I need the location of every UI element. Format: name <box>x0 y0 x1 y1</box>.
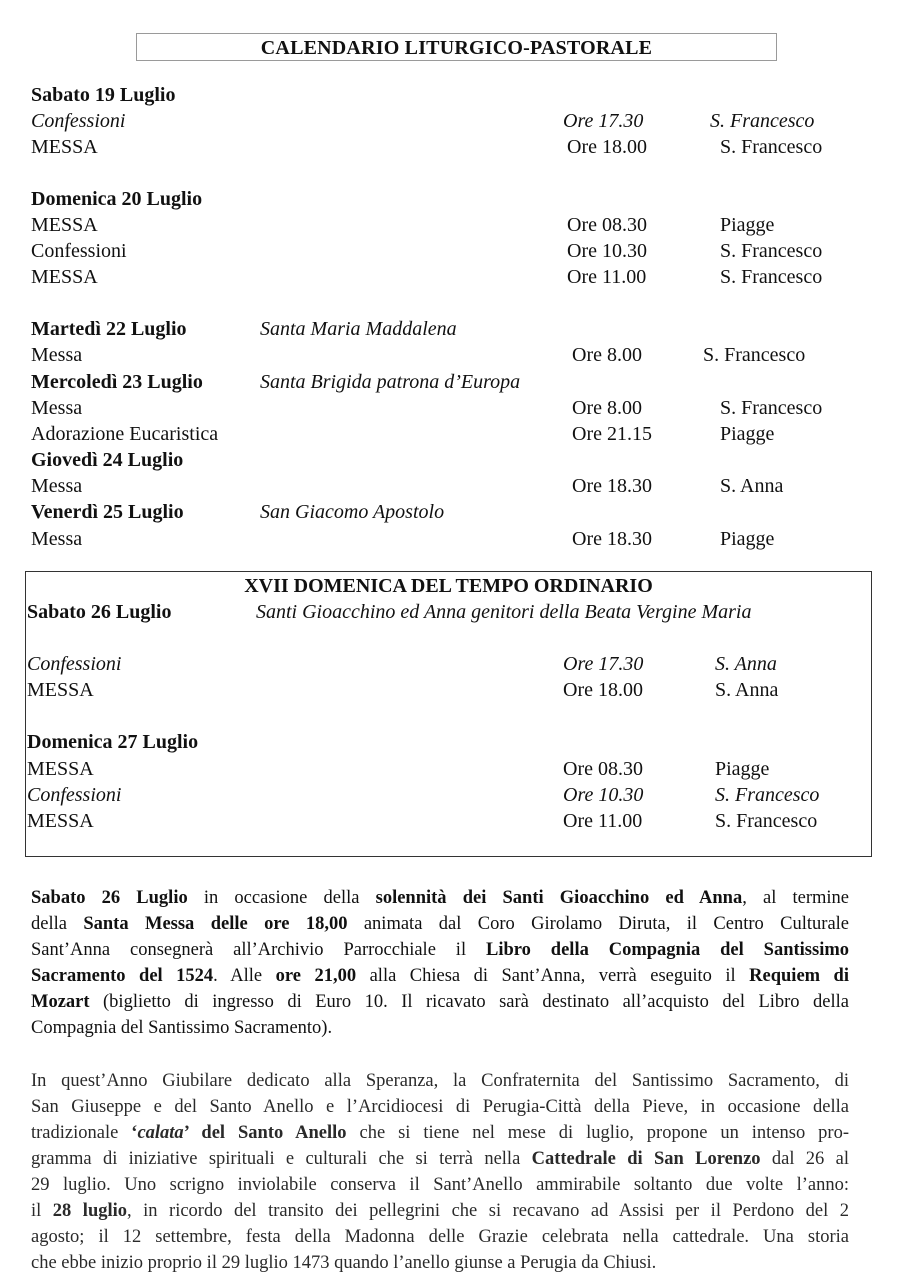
day-name: Venerdì 25 Luglio <box>31 501 184 523</box>
event-place: Piagge <box>720 214 775 236</box>
event-time: Ore 10.30 <box>563 784 644 806</box>
event-label: Messa <box>31 344 83 366</box>
event-time: Ore 18.30 <box>572 528 652 550</box>
event-time: Ore 18.00 <box>563 679 643 701</box>
highlight: Sabato 26 Luglio <box>31 888 188 908</box>
day-header <box>0 499 900 525</box>
highlight-italic: calata <box>137 1123 184 1143</box>
highlight: ‘ <box>131 1123 138 1143</box>
feast-name: Santi Gioacchino ed Anna genitori della Beata Vergine Maria <box>256 601 752 623</box>
event-row <box>0 134 900 160</box>
event-place: Piagge <box>720 423 775 445</box>
event-label: Messa <box>31 397 83 419</box>
paragraph-line <box>31 1198 849 1224</box>
day-header <box>0 599 900 625</box>
paragraph-line <box>31 1094 849 1120</box>
event-row <box>0 677 900 703</box>
day-header <box>0 369 900 395</box>
event-place: S. Francesco <box>720 266 823 288</box>
day-name: Domenica 27 Luglio <box>27 731 199 753</box>
paragraph-line <box>31 1250 849 1276</box>
event-place: S. Francesco <box>715 810 818 832</box>
text: gramma di iniziative spirituali e culturali che si terrà nella <box>31 1149 532 1169</box>
feast-name: San Giacomo Apostolo <box>260 501 445 523</box>
highlight: Requiem di <box>749 966 849 986</box>
highlight: Cattedrale di San Lorenzo <box>531 1149 761 1169</box>
event-time: Ore 08.30 <box>563 758 643 780</box>
event-place: S. Francesco <box>720 136 823 158</box>
event-place: S. Francesco <box>703 344 806 366</box>
event-place: S. Anna <box>715 679 779 701</box>
highlight: ’ del Santo Anello <box>183 1123 347 1143</box>
event-label: Confessioni <box>27 653 122 675</box>
text: tradizionale <box>31 1123 132 1143</box>
event-label: MESSA <box>31 136 98 158</box>
notice-paragraph <box>31 885 849 1041</box>
event-row <box>0 526 900 552</box>
event-row <box>0 264 900 290</box>
event-time: Ore 18.00 <box>567 136 647 158</box>
highlight: Santa Messa delle ore 18,00 <box>83 914 348 934</box>
text: che si tiene nel mese di luglio, propone un intenso pro- <box>346 1123 849 1143</box>
event-label: MESSA <box>27 810 94 832</box>
paragraph-line <box>31 1146 849 1172</box>
event-place: S. Anna <box>720 475 784 497</box>
event-place: S. Francesco <box>715 784 820 806</box>
event-time: Ore 21.15 <box>572 423 652 445</box>
text: . Alle <box>213 966 276 986</box>
feast-name: Santa Brigida patrona d’Europa <box>260 371 521 393</box>
event-time: Ore 17.30 <box>563 110 644 132</box>
event-row <box>0 473 900 499</box>
text: il <box>31 1201 53 1221</box>
day-header <box>0 729 900 755</box>
day-header <box>0 316 900 342</box>
paragraph-line <box>31 1068 849 1094</box>
event-label: MESSA <box>27 758 94 780</box>
event-row <box>0 342 900 368</box>
event-label: MESSA <box>31 214 98 236</box>
paragraph-line <box>31 1015 849 1041</box>
event-row <box>0 651 900 677</box>
event-row <box>0 108 900 134</box>
highlight: ore 21,00 <box>275 966 357 986</box>
jubilee-paragraph <box>31 1068 849 1276</box>
text: Sant’Anna consegnerà all’Archivio Parrocchiale il <box>31 940 486 960</box>
paragraph-line <box>31 1172 849 1198</box>
event-label: Confessioni <box>27 784 122 806</box>
event-label: Messa <box>31 528 83 550</box>
event-row <box>0 212 900 238</box>
event-row <box>0 782 900 808</box>
day-name: Sabato 19 Luglio <box>31 84 176 106</box>
text: animata dal Coro Girolamo Diruta, il Centro Culturale <box>347 914 850 934</box>
paragraph-line <box>31 885 849 911</box>
day-name: Giovedì 24 Luglio <box>31 449 184 471</box>
highlight: Sacramento del 1524 <box>31 966 214 986</box>
event-time: Ore 17.30 <box>563 653 644 675</box>
event-time: Ore 18.30 <box>572 475 652 497</box>
text: In quest’Anno Giubilare dedicato alla Speranza, la Confraternita del Santissimo Sacramento, di <box>31 1071 849 1091</box>
paragraph-line <box>31 963 849 989</box>
event-label: Confessioni <box>31 110 126 132</box>
day-name: Domenica 20 Luglio <box>31 188 203 210</box>
event-label: Messa <box>31 475 83 497</box>
event-place: S. Francesco <box>720 240 823 262</box>
day-header <box>0 82 900 108</box>
highlight: Mozart <box>31 992 90 1012</box>
text: in occasione della <box>187 888 376 908</box>
text: (biglietto di ingresso di Euro 10. Il ricavato sarà destinato all’acquisto del Libro della <box>89 992 849 1012</box>
event-time: Ore 8.00 <box>572 397 642 419</box>
event-place: S. Francesco <box>710 110 815 132</box>
event-time: Ore 11.00 <box>563 810 643 832</box>
text: agosto; il 12 settembre, festa della Madonna delle Grazie celebrata nella cattedrale. Una storia <box>31 1227 849 1247</box>
event-row <box>0 395 900 421</box>
event-label: MESSA <box>27 679 94 701</box>
event-row <box>0 421 900 447</box>
event-label: Confessioni <box>31 240 127 262</box>
event-row <box>0 238 900 264</box>
text: San Giuseppe e del Santo Anello e l’Arcidiocesi di Perugia-Città della Pieve, in occasione della <box>31 1097 849 1117</box>
text: dal 26 al <box>760 1149 849 1169</box>
highlight: solennità dei Santi Gioacchino ed Anna <box>375 888 743 908</box>
event-time: Ore 08.30 <box>567 214 647 236</box>
event-row <box>0 808 900 834</box>
event-time: Ore 11.00 <box>567 266 647 288</box>
text: Compagnia del Santissimo Sacramento). <box>31 1018 333 1038</box>
paragraph-line <box>31 911 849 937</box>
event-time: Ore 10.30 <box>567 240 647 262</box>
text: alla Chiesa di Sant’Anna, verrà eseguito il <box>356 966 750 986</box>
day-name: Mercoledì 23 Luglio <box>31 371 203 393</box>
paragraph-line <box>31 989 849 1015</box>
highlight: Libro della Compagnia del Santissimo <box>486 940 849 960</box>
highlight: 28 luglio <box>52 1201 128 1221</box>
feast-name: Santa Maria Maddalena <box>260 318 457 340</box>
sunday-section-title: XVII DOMENICA DEL TEMPO ORDINARIO <box>244 575 653 597</box>
event-place: Piagge <box>720 528 775 550</box>
paragraph-line <box>31 1120 849 1146</box>
event-place: S. Anna <box>715 653 777 675</box>
day-name: Martedì 22 Luglio <box>31 318 187 340</box>
event-place: Piagge <box>715 758 770 780</box>
day-name: Sabato 26 Luglio <box>27 601 172 623</box>
text: , al termine <box>742 888 849 908</box>
event-place: S. Francesco <box>720 397 823 419</box>
day-header <box>0 186 900 212</box>
text: 29 luglio. Uno scrigno inviolabile conserva il Sant’Anello ammirabile soltanto due volte l’anno: <box>31 1175 849 1195</box>
event-label: MESSA <box>31 266 98 288</box>
text: della <box>31 914 84 934</box>
calendar-title: CALENDARIO LITURGICO-PASTORALE <box>136 33 777 61</box>
event-row <box>0 756 900 782</box>
event-label: Adorazione Eucaristica <box>31 423 219 445</box>
text: , in ricordo del transito dei pellegrini che si recavano ad Assisi per il Perdono del 2 <box>127 1201 849 1221</box>
text: che ebbe inizio proprio il 29 luglio 1473 quando l’anello giunse a Perugia da Chiusi. <box>31 1253 657 1273</box>
event-time: Ore 8.00 <box>572 344 642 366</box>
paragraph-line <box>31 1224 849 1250</box>
paragraph-line <box>31 937 849 963</box>
day-header <box>0 447 900 473</box>
